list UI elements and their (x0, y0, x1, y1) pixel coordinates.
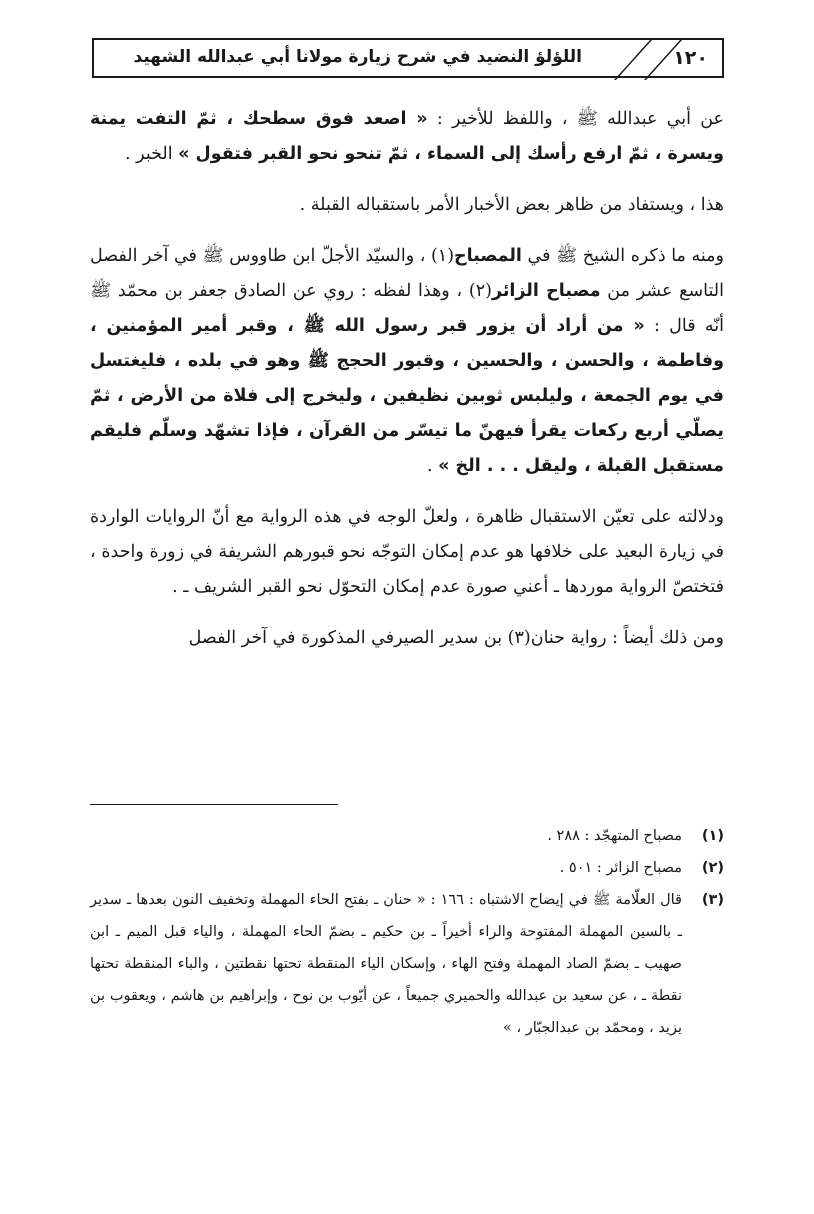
paragraph (90, 102, 724, 172)
footnote-text: مصباح الزائر : ٥٠١ . (559, 860, 682, 876)
text-segment: عن أبي عبدالله ﷺ ، واللفظ للأخير : (427, 109, 724, 129)
footnotes (90, 820, 724, 1044)
paragraph (90, 188, 724, 223)
text-segment: ومن ذلك أيضاً : رواية حنان(٣) بن سدير الصيرفي المذكورة في آخر الفصل (188, 628, 724, 648)
main-text (90, 102, 724, 672)
text-segment: ودلالته على تعيّن الاستقبال ظاهرة ، ولعلّ الوجه في هذه الرواية مع أنّ الروايات الواردة في زيارة البعيد على خلافها هو عدم إمكان التوجّه نحو قبورهم الشريفة في زورة واحدة ، فتختصّ الرواية موردها ـ أعني صورة عدم إمكان التحوّل نحو القبر الشريف ـ . (90, 507, 724, 597)
text-segment: ومنه ما ذكره الشيخ ﷺ في (521, 246, 724, 266)
footnote (90, 884, 724, 1044)
footnote-number: (٣) (701, 892, 724, 908)
page-number: ١٢٠ (673, 47, 708, 69)
text-segment: . (427, 456, 439, 476)
quoted-text: « اصعد فوق سطحك ، ثمّ التفت يمنة ويسرة ، ثمّ ارفع رأسك إلى السماء ، ثمّ تنحو نحو القبر فتقول » (90, 109, 724, 164)
running-title: اللؤلؤ النضيد في شرح زيارة مولانا أبي عبدالله الشهيد (133, 47, 582, 67)
footnote (90, 820, 724, 852)
paragraph (90, 500, 724, 605)
text-segment: الخبر . (125, 144, 179, 164)
paragraph (90, 621, 724, 656)
footnote-number: (٢) (701, 860, 724, 876)
footnote-number: (١) (701, 828, 724, 844)
text-segment: هذا ، ويستفاد من ظاهر بعض الأخبار الأمر باستقباله القبلة . (299, 195, 724, 215)
book-title: المصباح (454, 246, 522, 266)
book-title: مصباح الزائر (491, 281, 601, 301)
paragraph (90, 239, 724, 484)
footnote-text: مصباح المتهجّد : ٢٨٨ . (547, 828, 682, 844)
running-header (92, 38, 724, 78)
text-segment: (٢) ، وهذا لفظه : روي عن الصادق جعفر بن محمّد ﷺ أنّه قال : (90, 281, 724, 336)
footnote (90, 852, 724, 884)
footnote-separator (90, 804, 338, 805)
text-segment: (١) ، والسيّد الأجلّ ابن طاووس ﷺ في آخر الفصل التاسع عشر من (90, 246, 724, 301)
footnote-text: قال العلّامة ﷺ في إيضاح الاشتباه : ١٦٦ : « حنان ـ بفتح الحاء المهملة وتخفيف النون بعدها ـ سدير ـ بالسين المهملة المفتوحة والراء أخيراً ـ بن حكيم ـ بضمّ الحاء المهملة ، والياء قبل الميم ـ ابن صهيب ـ بضمّ الصاد المهملة وفتح الهاء ، وإسكان الياء المنقطة تحتها نقطتين ، والباء المنقطة تحتها نقطة ـ ، عن سعيد بن عبدالله والحميري جميعاً ، عن أيّوب بن نوح ، وإبراهيم بن هاشم ، ويعقوب بن يزيد ، ومحمّد بن عبدالجبّار ، » (90, 892, 682, 1036)
quoted-text: « من أراد أن يزور قبر رسول الله ﷺ ، وقبر أمير المؤمنين ، وفاطمة ، والحسن ، والحسين ، وقبور الحجج ﷺ وهو في بلده ، فليغتسل في يوم الجمعة ، وليلبس ثوبين نظيفين ، وليخرج إلى فلاة من الأرض ، ثمّ يصلّي أربع ركعات يقرأ فيهنّ ما تيسّر من القرآن ، فإذا تشهّد وسلّم فليقم مستقبل القبلة ، وليقل . . . الخ » (90, 316, 724, 476)
